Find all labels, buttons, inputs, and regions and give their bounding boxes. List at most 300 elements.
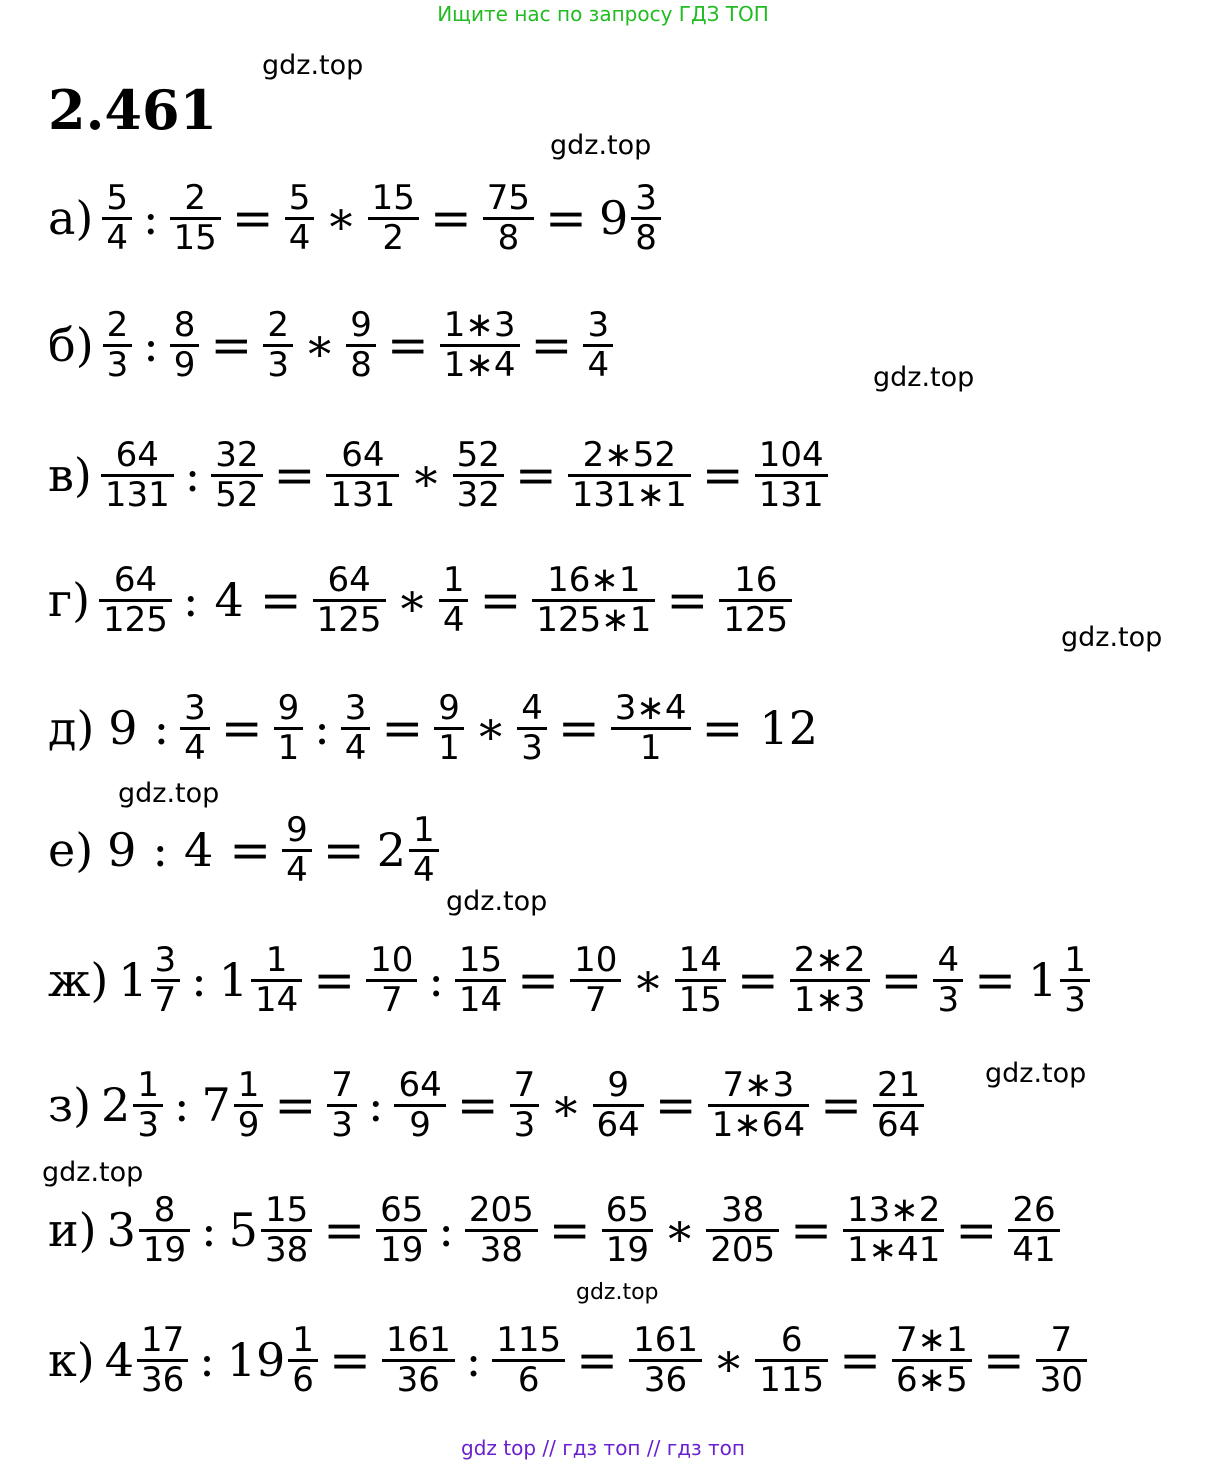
fraction <box>409 809 439 890</box>
fraction <box>366 939 417 1020</box>
math-token: = <box>701 446 744 504</box>
denominator: 6∗5 <box>896 1359 968 1400</box>
numerator: 7 <box>513 1064 536 1105</box>
numerator: 10 <box>370 939 414 980</box>
fraction <box>455 939 506 1020</box>
fraction <box>933 939 963 1020</box>
fraction <box>368 177 419 258</box>
math-token: = <box>231 189 274 247</box>
denominator: 125 <box>103 599 168 640</box>
denominator: 9 <box>409 1104 431 1145</box>
numerator: 3 <box>344 687 367 728</box>
numerator: 2 <box>184 177 206 218</box>
math-token: = <box>545 189 587 247</box>
fraction <box>755 1319 828 1400</box>
denominator: 3 <box>267 344 289 385</box>
fraction <box>263 304 293 385</box>
equation-line <box>48 1180 1063 1280</box>
whole-part: 1 <box>1028 953 1058 1007</box>
fraction <box>465 1189 538 1270</box>
fraction <box>170 304 200 385</box>
fraction <box>139 1189 190 1270</box>
numerator: 3 <box>635 177 657 218</box>
numerator: 10 <box>574 939 618 980</box>
numerator: 4 <box>937 939 960 980</box>
item-label: а) <box>48 191 94 245</box>
math-token: : <box>191 953 207 1007</box>
mixed-number <box>114 939 183 1020</box>
math-token: = <box>322 821 365 879</box>
denominator: 3 <box>331 1104 353 1145</box>
fraction <box>631 177 661 258</box>
math-token: = <box>790 1201 833 1259</box>
numerator: 2 <box>106 304 129 345</box>
denominator: 38 <box>264 1229 309 1270</box>
denominator: 1∗3 <box>793 979 866 1020</box>
fraction <box>326 434 399 515</box>
item-label: и) <box>48 1203 97 1257</box>
numerator: 161 <box>385 1319 451 1360</box>
math-token: = <box>328 1331 371 1389</box>
fraction <box>583 304 613 385</box>
watermark: gdz.top <box>1061 622 1163 653</box>
numerator: 161 <box>633 1319 698 1360</box>
fraction <box>170 177 221 258</box>
fraction <box>382 1319 455 1400</box>
math-token: = <box>259 571 302 629</box>
denominator: 9 <box>237 1104 260 1145</box>
numerator: 38 <box>721 1189 765 1230</box>
fraction <box>440 304 520 385</box>
denominator: 1∗4 <box>443 344 516 385</box>
numerator: 6 <box>780 1319 803 1360</box>
numerator: 1 <box>412 809 435 850</box>
item-label: ж) <box>48 953 109 1007</box>
denominator: 4 <box>344 727 367 768</box>
denominator: 125∗1 <box>536 599 652 640</box>
fraction <box>1036 1319 1087 1400</box>
math-token: : <box>199 1333 215 1387</box>
fraction <box>327 1064 357 1145</box>
denominator: 3 <box>137 1104 159 1145</box>
fraction <box>517 687 547 768</box>
equation-line <box>48 425 831 525</box>
math-token: = <box>386 316 429 374</box>
fraction <box>611 687 691 768</box>
denominator: 64 <box>876 1104 921 1145</box>
denominator: 2 <box>382 217 405 258</box>
math-token: : <box>182 573 199 627</box>
numerator: 16∗1 <box>547 559 641 600</box>
fraction <box>532 559 655 640</box>
watermark: gdz.top <box>576 1280 659 1305</box>
math-token: : <box>153 701 170 755</box>
math-token: = <box>323 1201 366 1259</box>
denominator: 131 <box>758 474 824 515</box>
denominator: 36 <box>140 1359 185 1400</box>
denominator: 125 <box>723 599 789 640</box>
equation-line <box>48 168 664 268</box>
math-token: = <box>557 699 600 757</box>
numerator: 3∗4 <box>614 687 687 728</box>
numerator: 1 <box>265 939 288 980</box>
mixed-number <box>215 939 306 1020</box>
denominator: 3 <box>106 344 129 385</box>
denominator: 64 <box>596 1104 640 1145</box>
fraction <box>341 687 371 768</box>
item-label: е) <box>48 823 94 877</box>
equation-line <box>48 678 826 778</box>
fraction <box>1060 939 1090 1020</box>
numerator: 4 <box>521 687 543 728</box>
item-label: б) <box>48 318 94 372</box>
numerator: 15 <box>264 1189 309 1230</box>
numerator: 104 <box>758 434 824 475</box>
fraction <box>706 1189 779 1270</box>
mixed-number <box>1024 939 1093 1020</box>
item-label: г) <box>48 573 91 627</box>
denominator: 15 <box>173 217 217 258</box>
math-token: : <box>201 1203 217 1257</box>
denominator: 7 <box>584 979 607 1020</box>
numerator: 9 <box>277 687 300 728</box>
whole-part: 2 <box>101 1078 131 1132</box>
fraction <box>251 939 302 1020</box>
denominator: 3 <box>1064 979 1086 1020</box>
numerator: 32 <box>215 434 259 475</box>
denominator: 9 <box>173 344 196 385</box>
numerator: 8 <box>173 304 196 345</box>
fraction <box>629 1319 702 1400</box>
watermark: gdz.top <box>873 362 975 393</box>
denominator: 3 <box>521 727 543 768</box>
fraction <box>434 687 464 768</box>
mixed-number <box>197 1064 266 1145</box>
equation-line <box>48 550 795 650</box>
math-token: 12 <box>759 701 818 755</box>
denominator: 1 <box>438 727 460 768</box>
math-token: = <box>701 699 744 757</box>
math-token: = <box>456 1076 499 1134</box>
denominator: 19 <box>142 1229 187 1270</box>
math-token: 4 <box>214 573 244 627</box>
whole-part: 19 <box>226 1333 286 1387</box>
fraction <box>593 1064 644 1145</box>
watermark: gdz.top <box>985 1058 1087 1089</box>
math-token: 4 <box>183 823 214 877</box>
numerator: 21 <box>876 1064 921 1105</box>
denominator: 4 <box>286 849 308 890</box>
item-label: д) <box>48 701 95 755</box>
numerator: 9 <box>607 1064 629 1105</box>
numerator: 16 <box>734 559 778 600</box>
fraction <box>102 177 132 258</box>
numerator: 2 <box>267 304 289 345</box>
denominator: 8 <box>635 217 657 258</box>
fraction <box>439 559 469 640</box>
fraction <box>180 687 210 768</box>
numerator: 1∗3 <box>443 304 516 345</box>
math-token: : <box>143 318 159 372</box>
numerator: 7∗3 <box>722 1064 795 1105</box>
numerator: 64 <box>341 434 385 475</box>
denominator: 4 <box>184 727 206 768</box>
whole-part: 2 <box>376 823 406 877</box>
denominator: 131∗1 <box>571 474 687 515</box>
numerator: 64 <box>115 434 159 475</box>
denominator: 7 <box>380 979 403 1020</box>
fraction <box>790 939 870 1020</box>
numerator: 3 <box>184 687 206 728</box>
denominator: 3 <box>937 979 960 1020</box>
math-token: = <box>381 699 424 757</box>
math-token: = <box>479 571 522 629</box>
numerator: 65 <box>380 1189 424 1230</box>
numerator: 64 <box>113 559 158 600</box>
numerator: 26 <box>1012 1189 1056 1230</box>
denominator: 4 <box>288 217 311 258</box>
math-token: : <box>143 191 159 245</box>
numerator: 13∗2 <box>847 1189 941 1230</box>
equation-line <box>48 930 1093 1030</box>
math-token: ∗ <box>396 573 428 627</box>
math-token: = <box>517 951 560 1009</box>
fraction <box>285 177 315 258</box>
fraction <box>675 939 726 1020</box>
fraction <box>1008 1189 1059 1270</box>
fraction <box>234 1064 264 1145</box>
denominator: 4 <box>412 849 435 890</box>
fraction <box>708 1064 809 1145</box>
fraction <box>261 1189 312 1270</box>
numerator: 2∗52 <box>582 434 676 475</box>
math-token: = <box>548 1201 591 1259</box>
math-token: = <box>736 951 779 1009</box>
fraction <box>570 939 621 1020</box>
denominator: 4 <box>442 599 465 640</box>
denominator: 38 <box>479 1229 523 1270</box>
fraction <box>101 434 174 515</box>
footer-links: gdz top // гдз топ // гдз топ <box>461 1436 745 1460</box>
fraction <box>151 939 181 1020</box>
denominator: 30 <box>1039 1359 1083 1400</box>
math-token: ∗ <box>325 191 357 245</box>
math-token: ∗ <box>410 448 442 502</box>
numerator: 3 <box>154 939 177 980</box>
math-token: 9 <box>108 701 138 755</box>
watermark: gdz.top <box>550 130 652 161</box>
whole-part: 1 <box>118 953 148 1007</box>
math-token: : <box>428 953 444 1007</box>
denominator: 3 <box>513 1104 536 1145</box>
math-token: = <box>839 1331 882 1389</box>
equation-line <box>48 1310 1090 1410</box>
numerator: 14 <box>678 939 722 980</box>
math-token: = <box>530 316 573 374</box>
math-token: ∗ <box>303 318 336 372</box>
whole-part: 1 <box>218 953 248 1007</box>
whole-part: 4 <box>104 1333 134 1387</box>
mixed-number <box>103 1189 194 1270</box>
fraction <box>288 1319 318 1400</box>
numerator: 8 <box>153 1189 176 1230</box>
numerator: 17 <box>140 1319 185 1360</box>
fraction <box>211 434 262 515</box>
numerator: 3 <box>587 304 610 345</box>
denominator: 8 <box>350 344 372 385</box>
search-banner: Ищите нас по запросу ГДЗ ТОП <box>437 2 769 26</box>
denominator: 52 <box>215 474 259 515</box>
math-token: ∗ <box>550 1078 582 1132</box>
math-token: = <box>313 951 356 1009</box>
numerator: 1 <box>137 1064 159 1105</box>
numerator: 205 <box>468 1189 534 1230</box>
math-token: : <box>438 1203 454 1257</box>
math-token: = <box>514 446 557 504</box>
math-token: = <box>880 951 923 1009</box>
denominator: 1∗41 <box>847 1229 941 1270</box>
numerator: 115 <box>496 1319 562 1360</box>
numerator: 7 <box>331 1064 353 1105</box>
watermark: gdz.top <box>118 778 220 809</box>
numerator: 7∗1 <box>896 1319 968 1360</box>
math-token: ∗ <box>474 701 507 755</box>
equation-line <box>48 800 442 900</box>
denominator: 205 <box>710 1229 776 1270</box>
exercise-number: 2.461 <box>48 78 218 142</box>
watermark: gdz.top <box>446 886 548 917</box>
fraction <box>282 809 312 890</box>
math-token: ∗ <box>632 953 664 1007</box>
math-token: : <box>314 701 330 755</box>
numerator: 5 <box>288 177 311 218</box>
item-label: з) <box>48 1078 92 1132</box>
fraction <box>133 1064 163 1145</box>
fraction <box>394 1064 445 1145</box>
math-token: : <box>367 1078 384 1132</box>
fraction <box>492 1319 565 1400</box>
whole-part: 5 <box>228 1203 258 1257</box>
denominator: 115 <box>759 1359 825 1400</box>
numerator: 7 <box>1050 1319 1073 1360</box>
denominator: 6 <box>517 1359 540 1400</box>
denominator: 131 <box>104 474 170 515</box>
denominator: 41 <box>1012 1229 1056 1270</box>
watermark: gdz.top <box>42 1157 144 1188</box>
fraction <box>453 434 504 515</box>
fraction <box>376 1189 427 1270</box>
whole-part: 7 <box>201 1078 231 1132</box>
math-token: ∗ <box>663 1203 696 1257</box>
denominator: 6 <box>292 1359 314 1400</box>
denominator: 125 <box>316 599 382 640</box>
numerator: 65 <box>605 1189 649 1230</box>
denominator: 1 <box>639 727 662 768</box>
numerator: 2∗2 <box>793 939 866 980</box>
fraction <box>346 304 376 385</box>
denominator: 131 <box>330 474 396 515</box>
math-token: = <box>273 446 316 504</box>
math-token: = <box>220 699 263 757</box>
denominator: 4 <box>106 217 129 258</box>
math-token: : <box>184 448 201 502</box>
numerator: 15 <box>371 177 415 218</box>
numerator: 1 <box>292 1319 314 1360</box>
mixed-number <box>595 177 664 258</box>
math-token: = <box>274 1076 317 1134</box>
math-token: = <box>974 951 1016 1009</box>
fraction <box>99 559 172 640</box>
whole-part: 3 <box>106 1203 136 1257</box>
denominator: 7 <box>154 979 177 1020</box>
math-token: = <box>666 571 709 629</box>
fraction <box>843 1189 944 1270</box>
watermark: gdz.top <box>262 50 364 81</box>
numerator: 15 <box>458 939 503 980</box>
numerator: 1 <box>237 1064 260 1105</box>
denominator: 32 <box>456 474 500 515</box>
denominator: 8 <box>497 217 520 258</box>
math-token: 9 <box>107 823 137 877</box>
denominator: 4 <box>587 344 610 385</box>
numerator: 75 <box>486 177 531 218</box>
math-token: = <box>654 1076 697 1134</box>
fraction <box>483 177 534 258</box>
denominator: 15 <box>678 979 722 1020</box>
fraction <box>568 434 691 515</box>
math-token: = <box>229 821 272 879</box>
denominator: 1 <box>277 727 300 768</box>
math-token: = <box>576 1331 619 1389</box>
fraction <box>510 1064 540 1145</box>
fraction <box>892 1319 972 1400</box>
numerator: 64 <box>398 1064 442 1105</box>
math-token: : <box>173 1078 190 1132</box>
item-label: в) <box>48 448 92 502</box>
math-token: = <box>429 189 472 247</box>
fraction <box>274 687 304 768</box>
fraction <box>602 1189 653 1270</box>
numerator: 52 <box>456 434 500 475</box>
numerator: 64 <box>327 559 371 600</box>
mixed-number <box>225 1189 316 1270</box>
numerator: 9 <box>438 687 460 728</box>
item-label: к) <box>48 1333 95 1387</box>
fraction <box>873 1064 924 1145</box>
whole-part: 9 <box>598 191 629 245</box>
denominator: 1∗64 <box>711 1104 806 1145</box>
math-token: = <box>955 1201 998 1259</box>
fraction <box>137 1319 188 1400</box>
equation-line <box>48 295 616 395</box>
denominator: 19 <box>605 1229 649 1270</box>
mixed-number <box>373 809 442 890</box>
fraction <box>103 304 133 385</box>
numerator: 1 <box>1064 939 1086 980</box>
numerator: 9 <box>350 304 372 345</box>
fraction <box>755 434 828 515</box>
denominator: 14 <box>458 979 503 1020</box>
denominator: 19 <box>380 1229 424 1270</box>
math-token: = <box>210 316 253 374</box>
numerator: 5 <box>106 177 129 218</box>
equation-line <box>48 1055 927 1155</box>
numerator: 1 <box>442 559 465 600</box>
fraction <box>313 559 386 640</box>
mixed-number <box>101 1319 192 1400</box>
math-token: ∗ <box>712 1333 745 1387</box>
math-token: : <box>465 1333 482 1387</box>
